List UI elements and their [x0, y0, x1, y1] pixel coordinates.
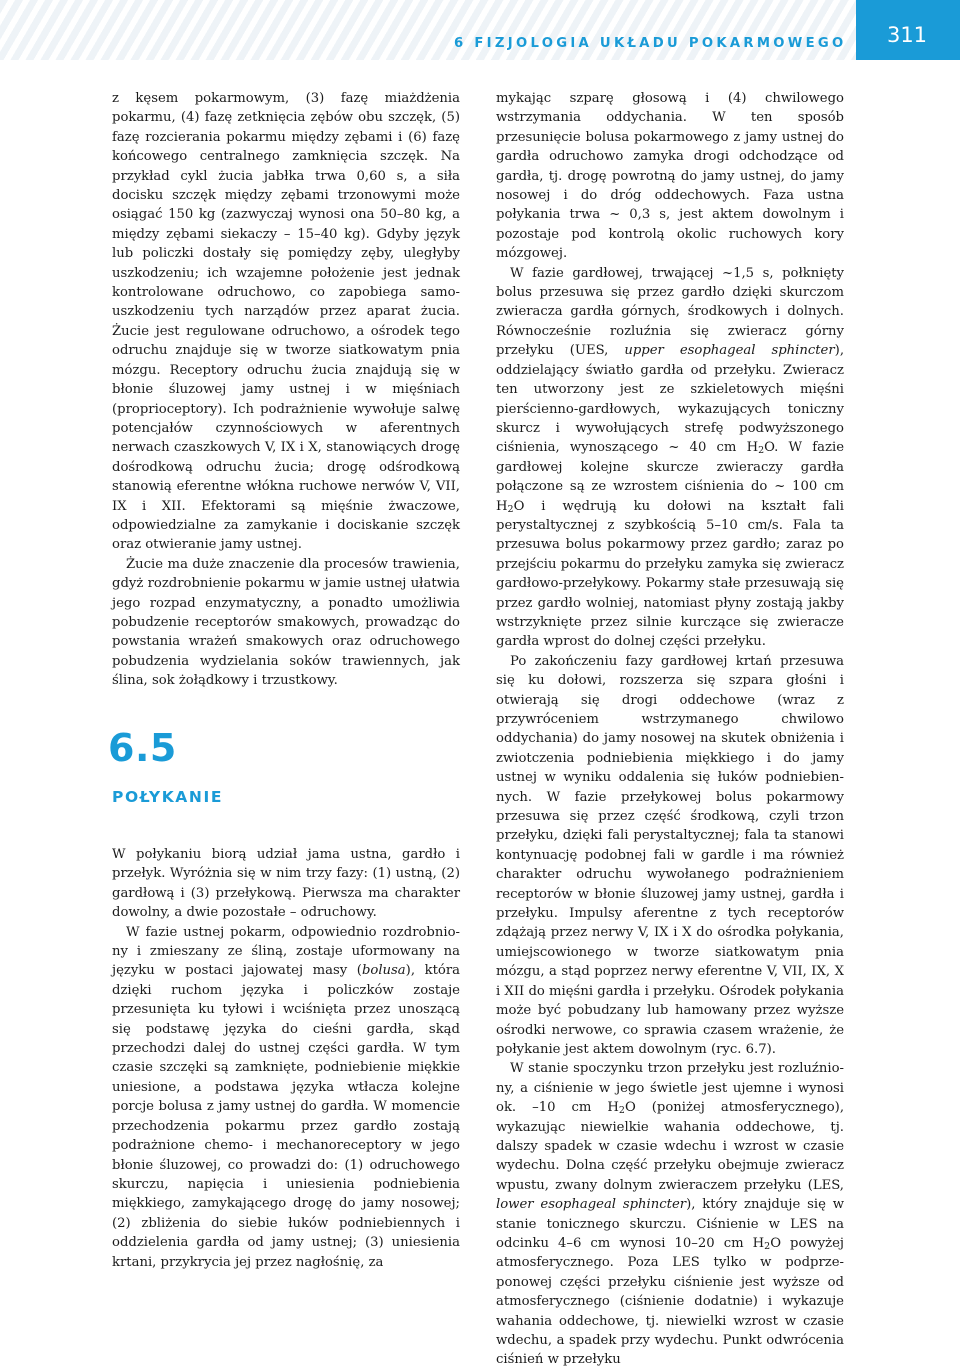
left-column-bottom	[112, 845, 460, 1272]
section-title: POŁYKANIE	[112, 788, 224, 806]
paragraph: Po zakończeniu fazy gardłowej krtań przesuwa się ku dołowi, rozszerza się szpara głośni i otwierają się drogi oddechowe (wraz z przywróceniem wstrzymanego chwilowo oddychania) do jamy nosowej na skutek obniżenia i zwiotczenia podniebienia miękkiego i do jamy ustnej w wyniku oddalenia się łuków podniebiennych. W fazie przełykowej bolus pokarmowy przesuwa się przez część środkową, czyli trzon przełyku, dzięki fali perystaltycznej; fala ta stanowi kontynuację podobnej fali w gardle i ma również charakter odruchu wywołanego podrażnieniem receptorów w błonie śluzowej jamy ustnej, gardła i przełyku. Impulsy aferentne z tych receptorów zdążają przez nerwy V, IX i X do ośrodka połykania, umiejscowionego w tworze siatkowatym pnia mózgu, a stąd poprzez nerwy eferentne V, VII, IX, X i XII do mięśni gardła i przełyku. Ośrodek połykania może być pobudzany lub hamowany przez wyższe ośrodki nerwowe, co sprawia czasem wrażenie, że połykanie jest aktem dowolnym (ryc. 6.7).	[496, 653, 844, 1057]
paragraph: W połykaniu biorą udział jama ustna, gardło i przełyk. Wyróżnia się w nim trzy fazy: (1) ustną, (2) gardłową i (3) przełykową. Pierwsza ma charakter dowolny, a dwie pozostałe – odruchowy.	[112, 847, 460, 921]
header-hatch-decoration	[0, 0, 960, 60]
paragraph: W fazie ustnej pokarm, odpowiednio rozdrobniony i zmieszany ze śliną, zostaje uformowany na języku w postaci jajowatej masy (bolusa), która dzięki ruchom języka i policzków zostaje przesunięta ku tyłowi i wciśnięta przez unoszącą się podstawę języka do cieśni gardła, skąd przechodzi dalej do ustnej części gardła. W tym czasie szczęki są zamknięte, podniebienie miękkie uniesione, a podstawa języka wtłacza kolejne porcje bolusa z jamy ustnej do gardła. W momencie przechodzenia pokarmu przez gardło zostają podrażnione chemo- i mechanoreceptory w jego błonie śluzowej, co prowadzi do: (1) odruchowego skurczu, napięcia i uniesienia podniebienia miękkiego, zamykającego drogę do jamy nosowej; (2) zbliżenia do siebie łuków podniebiennych i oddzielenia gardła od jamy ustnej; (3) uniesienia krtani, przykrycia jej przez nagłośnię, za	[112, 924, 460, 1270]
paragraph: mykając szparę głosową i (4) chwilowego wstrzymania oddychania. W ten sposób przesunięcie bolusa pokarmowego z jamy ustnej do gardła odruchowo zamyka drogi odchodzące od gardła, tj. drogę powrotną do jamy ustnej, do jamy nosowej i do dróg oddechowych. Faza ustna połykania trwa ~ 0,3 s, jest aktem dowolnym i pozostaje pod kontrolą okolic ruchowych kory mózgowej.	[496, 91, 844, 262]
paragraph: z kęsem pokarmowym, (3) fazę miażdżenia pokarmu, (4) fazę zetknięcia zębów obu szczęk, (5) fazę rozcierania pokarmu między zębami i (6) fazę końcowego centralnego zamknięcia szczęk. Na przykład cykl żucia jabłka trwa 0,60 s, a siła docisku szczęk między zębami trzonowymi może osiągać 150 kg (zazwyczaj wynosi ona 50–80 kg, a między zębami siekaczy – 15–40 kg). Gdyby język lub policzki dostały się pomiędzy zęby, uległyby uszkodzeniu; ich wzajemne położenie jest jednak kontrolowane odruchowo, co zapobiega samouszkodzeniu tych narządów przez aparat żucia. Żucie jest regulowane odruchowo, a ośrodek tego odruchu znajduje się w tworze siatkowatym pnia mózgu. Receptory odruchu żucia znajdują się w błonie śluzowej jamy ustnej i w mięśniach (proprioceptory). Ich podrażnienie wywołuje salwę potencjałów czynnościowych w aferentnych nerwach czaszkowych V, IX i X, stanowiących drogę dośrodkową odruchu żucia; drogę odśrodkową stanowią eferentne włókna ruchowe nerwów V, VII, IX i XII. Efektorami są mięśnie żwaczowe, odpowiedzialne za zamykanie i dociskanie szczęk oraz otwieranie jamy ustnej.	[112, 91, 460, 553]
paragraph: W stanie spoczynku trzon przełyku jest rozluźniony, a ciśnienie w jego świetle jest ujemne i wynosi ok. –10 cm $H_2O$ (poniżej atmosferycznego), wykazując niewielkie wahania oddechowe, tj. dalszy spadek w czasie wdechu i wzrost w czasie wydechu. Dolna część przełyku obejmuje zwieracz wpustu, zwany dolnym zwieraczem przełyku (LES, lower esophageal sphincter), który znajduje się w stanie tonicznego skurczu. Ciśnienie w LES na odcinku 4–6 cm wynosi 10–20 cm $H_2O$ powyżej atmosferycznego. Poza LES tylko w podprzeponowej części przełyku ciśnienie jest wyższe od atmosferycznego (ciśnienie dodatnie) i wykazuje wahania oddechowe, tj. niewielki wzrost w czasie wdechu, a spadek przy wydechu. Punkt odwrócenia ciśnień w przełyku	[496, 1061, 845, 1368]
right-column	[496, 89, 844, 1370]
section-number: 6.5	[108, 726, 177, 770]
paragraph: Żucie ma duże znaczenie dla procesów trawienia, gdyż rozdrobnienie pokarmu w jamie ustnej ułatwia jego rozpad enzymatyczny, a ponadto umożliwia pobudzenie receptorów smakowych, prowadząc do powstania wrażeń smakowych oraz odruchowego pobudzenia wydzielania soków trawiennych, jak ślina, sok żołądkowy i trzustkowy.	[112, 556, 460, 689]
paragraph: W fazie gardłowej, trwającej ~1,5 s, połknięty bolus przesuwa się przez gardło dzięki skurczom zwieracza gardła górnych, środkowych i dolnych. Równocześnie rozluźnia się zwieracz górny przełyku (UES, upper esophageal sphincter), oddzielający światło gardła od przełyku. Zwieracz ten utworzony jest ze szkieletowych mięśni pierścienno-gardłowych, wykazujących toniczny skurcz i wywołujących strefę podwyższonego ciśnienia, wynoszącego ~ 40 cm $H_2O$. W fazie gardłowej kolejne skurcze zwieraczy gardła połączone są ze wzrostem ciśnienia do ~ 100 cm $H_2O$ i wędrują ku dołowi na kształt fali perystaltycznej z szybkością 5–10 cm/s. Fala ta przesuwa bolus pokarmowy przez gardło; zaraz po przejściu pokarmu do przełyku zamyka się zwieracz gardłowo-przełykowy. Pokarmy stałe przesuwają się przez gardło wolniej, natomiast płyny zostają jakby wstrzyknięte przez silnie kurczące się zwieracze gardła wprost do dolnej części przełyku.	[496, 265, 845, 650]
running-head: 6 FIZJOLOGIA UKŁADU POKARMOWEGO	[454, 36, 847, 51]
page-number: 311	[886, 23, 928, 47]
left-column-top	[112, 89, 460, 691]
